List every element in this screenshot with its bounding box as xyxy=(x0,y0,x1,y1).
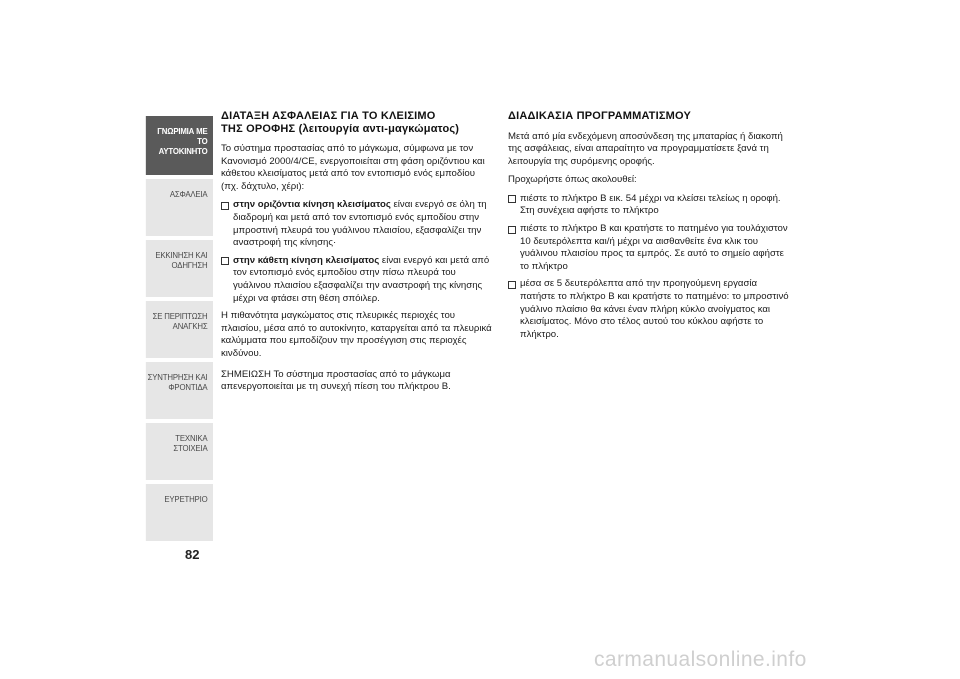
checkbox-square-icon xyxy=(221,257,229,265)
tab-label: ΣΥΝΤΗΡΗΣΗ ΚΑΙ ΦΡΟΝΤΙΔΑ xyxy=(147,372,208,392)
list-item xyxy=(508,223,791,273)
tab-label: ΕΚΚΙΝΗΣΗ ΚΑΙ ΟΔΗΓΗΣΗ xyxy=(155,250,208,270)
watermark: carmanualsonline.info xyxy=(594,648,807,671)
proceed-paragraph: Προχωρήστε όπως ακολουθεί: xyxy=(508,174,637,186)
right-column xyxy=(508,110,791,346)
section-heading-programming: ΔΙΑΔΙΚΑΣΙΑ ΠΡΟΓΡΑΜΜΑΤΙΣΜΟΥ xyxy=(508,110,692,122)
section-heading-antipinch xyxy=(221,110,493,135)
checkbox-square-icon xyxy=(508,226,516,234)
bullet-text: πιέστε το πλήκτρο B εικ. 54 μέχρι να κλείσει τελείως η οροφή. Στη συνέχεια αφήστε το πλήκτρο xyxy=(520,192,781,217)
bullet-bold-text: στην οριζόντια κίνηση κλεισίματος xyxy=(233,199,391,211)
intro-paragraph: Το σύστημα προστασίας από το μάγκωμα, σύμφωνα με τον Κανονισμό 2000/4/CE, ενεργοποιείται στη φάση οριζόντιου και κάθετου κλεισίματος μετά από τον εντοπισμό ενός εμποδίου (πχ. δάχτυλο, χέρι): xyxy=(221,143,485,192)
tab-getting-to-know[interactable] xyxy=(146,116,213,175)
left-column xyxy=(221,110,493,400)
intro-paragraph: Μετά από μία ενδεχόμενη αποσύνδεση της μπαταρίας ή διακοπή της ασφάλειας, είναι απαραίτητο να προγραμματίσετε ξανά τη λειτουργία της συρόμενης οροφής. xyxy=(508,130,783,167)
tab-label: ΑΣΦΑΛΕΙΑ xyxy=(169,189,208,199)
heading-line: ΤΗΣ ΟΡΟΦΗΣ (λειτουργία αντι-μαγκώματος) xyxy=(221,122,460,135)
checkbox-square-icon xyxy=(508,195,516,203)
tab-label: ΓΝΩΡΙΜΙΑ ΜΕ ΤΟ ΑΥΤΟΚΙΝΗΤΟ xyxy=(157,126,208,156)
list-item xyxy=(221,199,493,249)
chapter-sidebar xyxy=(140,116,213,545)
tab-starting-driving[interactable] xyxy=(146,240,213,297)
list-item xyxy=(508,193,791,218)
page-number: 82 xyxy=(185,547,200,562)
bullet-text: είναι ενεργό σε όλη τη διαδρομή και μετά από τον εντοπισμό ενός εμποδίου στην μπροστινή πλευρά του γυάλινου πλαισίου, εξασφαλίζει την αναστροφή της κίνησης· xyxy=(233,199,487,249)
tab-technical-data[interactable] xyxy=(146,423,213,480)
list-item xyxy=(221,255,493,305)
tab-label: ΕΥΡΕΤΗΡΙΟ xyxy=(164,494,208,504)
bullet-text: μέσα σε 5 δευτερόλεπτα από την προηγούμενη εργασία πατήστε το πλήκτρο B και κρατήστε το πατημένο: το μπροστινό γυάλινο πλαίσιο θα κάνει έναν πλήρη κύκλο ανοίγματος και κλεισίματος. Μόνο στο τέλος αυτού του κύκλου αφήστε το πλήκτρο. xyxy=(520,278,789,340)
tab-index[interactable] xyxy=(146,484,213,541)
note-paragraph: ΣΗΜΕΙΩΣΗ Το σύστημα προστασίας από το μάγκωμα απενεργοποιείται με τη συνεχή πίεση του πλήκτρου B. xyxy=(221,368,451,393)
tab-label: ΣΕ ΠΕΡΙΠΤΩΣΗ ΑΝΑΓΚΗΣ xyxy=(152,311,208,331)
tab-maintenance[interactable] xyxy=(146,362,213,419)
list-item xyxy=(508,278,791,341)
bullet-bold-text: στην κάθετη κίνηση κλεισίματος xyxy=(233,254,380,266)
bullet-text: πιέστε το πλήκτρο B και κρατήστε το πατημένο για τουλάχιστον 10 δευτερόλεπτα και/ή μέχρι να αισθανθείτε ένα κλικ του γυάλινου πλαισίου προς τα εμπρός. Σε αυτό το σημείο αφήστε το πλήκτρο xyxy=(520,223,788,272)
tab-safety[interactable] xyxy=(146,179,213,236)
side-areas-paragraph: Η πιθανότητα μαγκώματος στις πλευρικές περιοχές του πλαισίου, μέσα από το αυτοκίνητο, καταργείται από τα πλευρικά καλύμματα που εμποδίζουν την προσέγγιση στις περιοχές κινδύνου. xyxy=(221,310,492,359)
checkbox-square-icon xyxy=(508,281,516,289)
checkbox-square-icon xyxy=(221,202,229,210)
tab-label: ΤΕΧΝΙΚΑ ΣΤΟΙΧΕΙΑ xyxy=(173,433,208,453)
heading-line: ΔΙΑΤΑΞΗ ΑΣΦΑΛΕΙΑΣ ΓΙΑ ΤΟ ΚΛΕΙΣΙΜΟ xyxy=(221,110,436,122)
tab-emergency[interactable] xyxy=(146,301,213,358)
bullet-text: είναι ενεργό και μετά από τον εντοπισμό ενός εμποδίου στην πίσω πλευρά του γυάλινου πλαισίου εξασφαλίζει την αναστροφή της κίνησης μέχρι να φτάσει στη θέση σπόιλερ. xyxy=(233,254,490,304)
